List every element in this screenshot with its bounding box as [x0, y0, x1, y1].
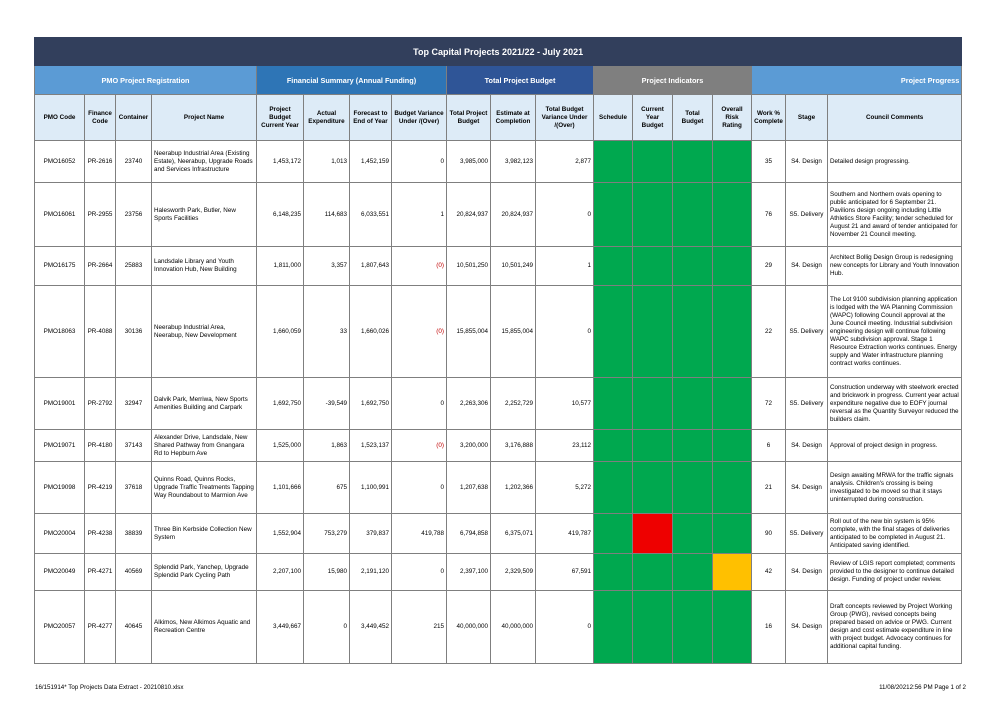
table-row — [35, 462, 962, 514]
capital-projects-table — [34, 37, 962, 664]
cell-actual-expenditure: 3,357 — [304, 247, 350, 286]
cell-container: 30136 — [116, 286, 152, 378]
group-pmo-registration: PMO Project Registration — [35, 66, 257, 95]
risk-rating-indicator — [713, 378, 752, 430]
cell-council-comments: Review of LGIS report completed; comments provided to the designer to continue detailed design. Funding of project under review. — [828, 554, 962, 591]
cell-pmo-code: PMO19001 — [35, 378, 85, 430]
cell-estimate-at-completion: 6,375,071 — [491, 514, 536, 554]
risk-rating-indicator — [713, 247, 752, 286]
total-budget-indicator — [673, 183, 713, 247]
table-row — [35, 378, 962, 430]
cell-total-budget-variance: 23,112 — [536, 430, 594, 462]
schedule-indicator — [594, 462, 633, 514]
current-year-budget-indicator — [633, 514, 673, 554]
cell-container: 38839 — [116, 514, 152, 554]
cell-total-budget-variance: 2,877 — [536, 141, 594, 183]
total-budget-indicator — [673, 591, 713, 664]
cell-forecast: 6,033,551 — [350, 183, 392, 247]
cell-estimate-at-completion: 2,252,729 — [491, 378, 536, 430]
cell-council-comments: The Lot 9100 subdivision planning application is lodged with the WA Planning Commission (WAPC) following Council approval at the June Council meeting. Industrial subdivision engineering design will continue following WAPC subdivision approval. Stage 1 Resource Extraction works continues. Energy supply and Water infrastructure planning contract works continues. — [828, 286, 962, 378]
current-year-budget-indicator — [633, 141, 673, 183]
cell-actual-expenditure: 675 — [304, 462, 350, 514]
cell-actual-expenditure: 1,013 — [304, 141, 350, 183]
col-work-complete: Work % Complete — [752, 95, 786, 141]
cell-budget-variance: 0 — [392, 462, 447, 514]
current-year-budget-indicator — [633, 247, 673, 286]
cell-container: 25883 — [116, 247, 152, 286]
total-budget-indicator — [673, 554, 713, 591]
cell-estimate-at-completion: 20,824,937 — [491, 183, 536, 247]
group-total-project-budget: Total Project Budget — [447, 66, 594, 95]
cell-estimate-at-completion: 10,501,249 — [491, 247, 536, 286]
cell-actual-expenditure: 1,863 — [304, 430, 350, 462]
cell-estimate-at-completion: 15,855,004 — [491, 286, 536, 378]
table-row — [35, 183, 962, 247]
schedule-indicator — [594, 514, 633, 554]
cell-council-comments: Approval of project design in progress. — [828, 430, 962, 462]
cell-total-project-budget: 15,855,004 — [447, 286, 491, 378]
cell-finance-code: PR-4238 — [85, 514, 116, 554]
risk-rating-indicator — [713, 183, 752, 247]
col-total-project-budget: Total Project Budget — [447, 95, 491, 141]
cell-total-project-budget: 20,824,937 — [447, 183, 491, 247]
table-row — [35, 286, 962, 378]
cell-total-budget-variance: 1 — [536, 247, 594, 286]
report-title: Top Capital Projects 2021/22 - July 2021 — [35, 38, 962, 66]
table-row — [35, 591, 962, 664]
cell-pmo-code: PMO18063 — [35, 286, 85, 378]
cell-council-comments: Design awaiting MRWA for the traffic signals analysis. Children's crossing is being investigated to be moved so that it stays uninterrupted during construction. — [828, 462, 962, 514]
cell-work-complete: 42 — [752, 554, 786, 591]
cell-project-name: Three Bin Kerbside Collection New System — [152, 514, 257, 554]
current-year-budget-indicator — [633, 462, 673, 514]
schedule-indicator — [594, 141, 633, 183]
cell-stage: S4. Design — [786, 462, 828, 514]
cell-work-complete: 90 — [752, 514, 786, 554]
cell-budget-variance: 215 — [392, 591, 447, 664]
cell-forecast: 2,191,120 — [350, 554, 392, 591]
cell-project-name: Alexander Drive, Landsdale, New Shared Pathway from Gnangara Rd to Hepburn Ave — [152, 430, 257, 462]
cell-total-project-budget: 40,000,000 — [447, 591, 491, 664]
current-year-budget-indicator — [633, 430, 673, 462]
cell-work-complete: 6 — [752, 430, 786, 462]
cell-forecast: 1,523,137 — [350, 430, 392, 462]
cell-finance-code: PR-4219 — [85, 462, 116, 514]
cell-work-complete: 21 — [752, 462, 786, 514]
risk-rating-indicator — [713, 430, 752, 462]
cell-total-budget-variance: 10,577 — [536, 378, 594, 430]
col-council-comments: Council Comments — [828, 95, 962, 141]
table-row — [35, 141, 962, 183]
group-project-indicators: Project Indicators — [594, 66, 752, 95]
cell-total-budget-variance: 0 — [536, 286, 594, 378]
cell-budget-current-year: 1,660,059 — [257, 286, 304, 378]
cell-budget-variance: (0) — [392, 247, 447, 286]
cell-project-name: Landsdale Library and Youth Innovation Hub, New Building — [152, 247, 257, 286]
cell-forecast: 379,837 — [350, 514, 392, 554]
cell-stage: S5. Delivery — [786, 183, 828, 247]
cell-budget-current-year: 3,449,667 — [257, 591, 304, 664]
col-forecast: Forecast to End of Year — [350, 95, 392, 141]
cell-pmo-code: PMO19071 — [35, 430, 85, 462]
schedule-indicator — [594, 554, 633, 591]
cell-finance-code: PR-2955 — [85, 183, 116, 247]
cell-total-budget-variance: 419,787 — [536, 514, 594, 554]
cell-forecast: 3,449,452 — [350, 591, 392, 664]
col-finance-code: Finance Code — [85, 95, 116, 141]
cell-council-comments: Southern and Northern ovals opening to public anticipated for 6 September 21. Pavilions design ongoing including Little Athletics Store Facility; tender scheduled for August 21 and award of tender anticipated for November 21 Council meeting. — [828, 183, 962, 247]
cell-actual-expenditure: 33 — [304, 286, 350, 378]
current-year-budget-indicator — [633, 554, 673, 591]
col-total-budget: Total Budget — [673, 95, 713, 141]
cell-actual-expenditure: 0 — [304, 591, 350, 664]
risk-rating-indicator — [713, 462, 752, 514]
schedule-indicator — [594, 430, 633, 462]
col-total-budget-variance: Total Budget Variance Under /(Over) — [536, 95, 594, 141]
cell-finance-code: PR-2792 — [85, 378, 116, 430]
table-row — [35, 430, 962, 462]
cell-budget-variance: 1 — [392, 183, 447, 247]
cell-total-budget-variance: 5,272 — [536, 462, 594, 514]
cell-total-project-budget: 2,397,100 — [447, 554, 491, 591]
total-budget-indicator — [673, 286, 713, 378]
cell-council-comments: Construction underway with steelwork erected and brickwork in progress. Current year actual expenditure negative due to EOFY journal reversal as the Quantity Surveyor reduced the builders claim. — [828, 378, 962, 430]
total-budget-indicator — [673, 514, 713, 554]
cell-budget-variance: (0) — [392, 430, 447, 462]
cell-stage: S4. Design — [786, 591, 828, 664]
cell-budget-current-year: 1,811,000 — [257, 247, 304, 286]
current-year-budget-indicator — [633, 378, 673, 430]
col-budget-current-year: Project Budget Current Year — [257, 95, 304, 141]
total-budget-indicator — [673, 247, 713, 286]
cell-finance-code: PR-4271 — [85, 554, 116, 591]
cell-stage: S5. Delivery — [786, 378, 828, 430]
group-financial-summary: Financial Summary (Annual Funding) — [257, 66, 447, 95]
cell-project-name: Alkimos, New Alkimos Aquatic and Recreation Centre — [152, 591, 257, 664]
cell-work-complete: 29 — [752, 247, 786, 286]
cell-pmo-code: PMO16061 — [35, 183, 85, 247]
cell-council-comments: Draft concepts reviewed by Project Working Group (PWG), revised concepts being prepared based on advice or PWG. Current design and cost estimate expenditure in line with project budget. Advocacy continues for additional capital funding. — [828, 591, 962, 664]
cell-budget-current-year: 1,101,666 — [257, 462, 304, 514]
cell-container: 37143 — [116, 430, 152, 462]
cell-estimate-at-completion: 1,202,366 — [491, 462, 536, 514]
cell-project-name: Dalvik Park, Merriwa, New Sports Amenities Building and Carpark — [152, 378, 257, 430]
schedule-indicator — [594, 183, 633, 247]
cell-work-complete: 72 — [752, 378, 786, 430]
cell-work-complete: 76 — [752, 183, 786, 247]
cell-stage: S5. Delivery — [786, 514, 828, 554]
total-budget-indicator — [673, 462, 713, 514]
cell-total-project-budget: 3,985,000 — [447, 141, 491, 183]
cell-actual-expenditure: 753,279 — [304, 514, 350, 554]
cell-estimate-at-completion: 2,329,509 — [491, 554, 536, 591]
cell-total-project-budget: 1,207,638 — [447, 462, 491, 514]
cell-project-name: Neerabup Industrial Area, Neerabup, New Development — [152, 286, 257, 378]
total-budget-indicator — [673, 430, 713, 462]
cell-finance-code: PR-4088 — [85, 286, 116, 378]
table-row — [35, 247, 962, 286]
cell-council-comments: Architect Bollig Design Group is redesigning new concepts for Library and Youth Innovation Hub. — [828, 247, 962, 286]
cell-work-complete: 16 — [752, 591, 786, 664]
cell-budget-current-year: 6,148,235 — [257, 183, 304, 247]
table-row — [35, 554, 962, 591]
cell-pmo-code: PMO20057 — [35, 591, 85, 664]
cell-container: 40645 — [116, 591, 152, 664]
col-budget-variance: Budget Variance Under /(Over) — [392, 95, 447, 141]
group-project-progress: Project Progress — [752, 66, 962, 95]
total-budget-indicator — [673, 141, 713, 183]
risk-rating-indicator — [713, 286, 752, 378]
schedule-indicator — [594, 286, 633, 378]
col-project-name: Project Name — [152, 95, 257, 141]
cell-actual-expenditure: -39,549 — [304, 378, 350, 430]
cell-stage: S4. Design — [786, 141, 828, 183]
cell-finance-code: PR-2616 — [85, 141, 116, 183]
cell-total-project-budget: 6,794,858 — [447, 514, 491, 554]
cell-budget-variance: 0 — [392, 378, 447, 430]
cell-container: 40569 — [116, 554, 152, 591]
cell-budget-variance: 0 — [392, 554, 447, 591]
current-year-budget-indicator — [633, 286, 673, 378]
col-container: Container — [116, 95, 152, 141]
cell-stage: S4. Design — [786, 430, 828, 462]
cell-total-project-budget: 3,200,000 — [447, 430, 491, 462]
cell-project-name: Neerabup Industrial Area (Existing Estate), Neerabup, Upgrade Roads and Services Infrastructure — [152, 141, 257, 183]
cell-council-comments: Roll out of the new bin system is 95% complete, with the final stages of deliveries anticipated to be completed in August 21. Anticipated saving identified. — [828, 514, 962, 554]
cell-forecast: 1,100,991 — [350, 462, 392, 514]
risk-rating-indicator — [713, 141, 752, 183]
cell-budget-current-year: 1,453,172 — [257, 141, 304, 183]
cell-work-complete: 22 — [752, 286, 786, 378]
cell-budget-variance: (0) — [392, 286, 447, 378]
schedule-indicator — [594, 378, 633, 430]
footer-file-reference: 16/151914* Top Projects Data Extract - 20210810.xlsx — [35, 684, 184, 691]
cell-pmo-code: PMO16175 — [35, 247, 85, 286]
cell-finance-code: PR-2664 — [85, 247, 116, 286]
col-overall-risk-rating: Overall Risk Rating — [713, 95, 752, 141]
risk-rating-indicator — [713, 514, 752, 554]
cell-stage: S5. Delivery — [786, 286, 828, 378]
cell-project-name: Splendid Park, Yanchep, Upgrade Splendid Park Cycling Path — [152, 554, 257, 591]
cell-budget-current-year: 2,207,100 — [257, 554, 304, 591]
cell-pmo-code: PMO20004 — [35, 514, 85, 554]
cell-forecast: 1,692,750 — [350, 378, 392, 430]
col-current-year-budget: Current Year Budget — [633, 95, 673, 141]
cell-budget-variance: 0 — [392, 141, 447, 183]
cell-budget-current-year: 1,552,904 — [257, 514, 304, 554]
cell-total-project-budget: 2,263,306 — [447, 378, 491, 430]
cell-stage: S4. Design — [786, 554, 828, 591]
cell-container: 23740 — [116, 141, 152, 183]
current-year-budget-indicator — [633, 183, 673, 247]
cell-actual-expenditure: 114,683 — [304, 183, 350, 247]
cell-budget-variance: 419,788 — [392, 514, 447, 554]
cell-pmo-code: PMO19098 — [35, 462, 85, 514]
cell-estimate-at-completion: 40,000,000 — [491, 591, 536, 664]
cell-budget-current-year: 1,692,750 — [257, 378, 304, 430]
col-pmo-code: PMO Code — [35, 95, 85, 141]
cell-container: 37618 — [116, 462, 152, 514]
cell-project-name: Halesworth Park, Butler, New Sports Facilities — [152, 183, 257, 247]
risk-rating-indicator — [713, 591, 752, 664]
risk-rating-indicator — [713, 554, 752, 591]
cell-actual-expenditure: 15,980 — [304, 554, 350, 591]
cell-work-complete: 35 — [752, 141, 786, 183]
cell-total-project-budget: 10,501,250 — [447, 247, 491, 286]
col-estimate-at-completion: Estimate at Completion — [491, 95, 536, 141]
cell-project-name: Quinns Road, Quinns Rocks, Upgrade Traffic Treatments Tapping Way Roundabout to Marmion Ave — [152, 462, 257, 514]
cell-council-comments: Detailed design progressing. — [828, 141, 962, 183]
cell-estimate-at-completion: 3,982,123 — [491, 141, 536, 183]
current-year-budget-indicator — [633, 591, 673, 664]
schedule-indicator — [594, 247, 633, 286]
cell-estimate-at-completion: 3,176,888 — [491, 430, 536, 462]
cell-container: 23756 — [116, 183, 152, 247]
cell-budget-current-year: 1,525,000 — [257, 430, 304, 462]
cell-forecast: 1,660,026 — [350, 286, 392, 378]
cell-forecast: 1,807,643 — [350, 247, 392, 286]
cell-pmo-code: PMO16052 — [35, 141, 85, 183]
footer-date-page: 11/08/20212:56 PM Page 1 of 2 — [879, 684, 966, 691]
cell-total-budget-variance: 0 — [536, 183, 594, 247]
col-actual-expenditure: Actual Expenditure — [304, 95, 350, 141]
col-stage: Stage — [786, 95, 828, 141]
cell-total-budget-variance: 67,591 — [536, 554, 594, 591]
total-budget-indicator — [673, 378, 713, 430]
cell-container: 32947 — [116, 378, 152, 430]
cell-pmo-code: PMO20049 — [35, 554, 85, 591]
cell-stage: S4. Design — [786, 247, 828, 286]
cell-forecast: 1,452,159 — [350, 141, 392, 183]
cell-finance-code: PR-4277 — [85, 591, 116, 664]
schedule-indicator — [594, 591, 633, 664]
cell-total-budget-variance: 0 — [536, 591, 594, 664]
cell-finance-code: PR-4180 — [85, 430, 116, 462]
table-row — [35, 514, 962, 554]
col-schedule: Schedule — [594, 95, 633, 141]
